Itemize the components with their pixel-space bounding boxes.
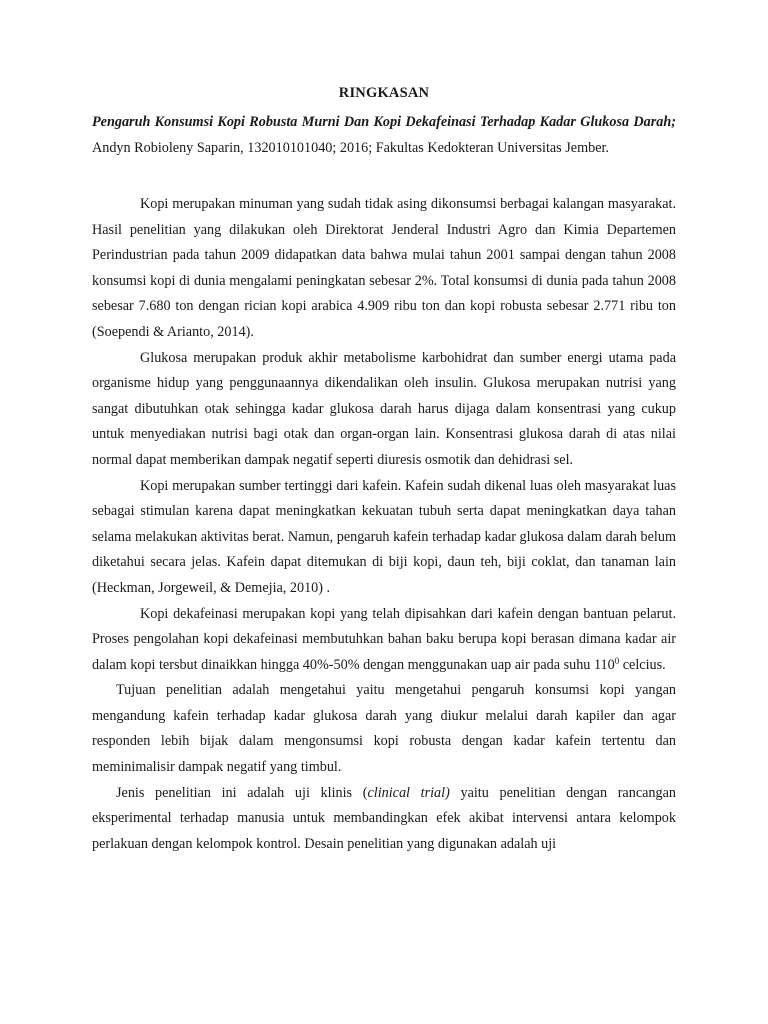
paragraph-4-text: Kopi dekafeinasi merupakan kopi yang telah dipisahkan dari kafein dengan bantuan pelarut. Proses pengolahan kopi dekafeinasi membutuhkan bahan baku berupa kopi berasan dimana kadar air dalam kopi tersbut dinaikkan hingga 40%-50% dengan menggunakan uap air pada suhu 110: [92, 605, 676, 673]
paragraph-3: Kopi merupakan sumber tertinggi dari kafein. Kafein sudah dikenal luas oleh masyarakat luas sebagai stimulan karena dapat meningkatkan kekuatan tubuh serta dapat meningkatkan daya tahan selama melakukan aktivitas berat. Namun, pengaruh kafein terhadap kadar glukosa dalam darah belum diketahui secara jelas. Kafein dapat ditemukan di biji kopi, daun teh, biji coklat, dan tanaman lain (Heckman, Jorgeweil, & Demejia, 2010) .: [92, 477, 676, 596]
degree-superscript: 0: [614, 655, 620, 666]
paragraph-4: [92, 602, 676, 679]
paragraph-1: Kopi merupakan minuman yang sudah tidak asing dikonsumsi berbagai kalangan masyarakat. Hasil penelitian yang dilakukan oleh Direktorat Jenderal Industri Agro dan Kimia Departemen Perindustrian pada tahun 2009 didapatkan data bahwa mulai tahun 2001 sampai dengan tahun 2008 konsumsi kopi di dunia mengalami peningkatan sebesar 2%. Total konsumsi di dunia pada tahun 2008 sebesar 7.680 ton dengan rician kopi arabica 4.909 ribu ton dan kopi robusta sebesar 2.771 ribu ton (Soependi & Arianto, 2014).: [92, 196, 676, 340]
thesis-title: Pengaruh Konsumsi Kopi Robusta Murni Dan Kopi Dekafeinasi Terhadap Kadar Glukosa Darah;: [92, 114, 676, 130]
author-info: Andyn Robioleny Saparin, 132010101040; 2016; Fakultas Kedokteran Universitas Jember.: [92, 139, 609, 156]
summary-body: [92, 192, 676, 857]
paragraph-6-italic: clinical trial): [367, 784, 450, 801]
paragraph-5: Tujuan penelitian adalah mengetahui yaitu mengetahui pengaruh konsumsi kopi yangan mengandung kafein terhadap kadar glukosa darah yang diukur melalui darah kapiler dan agar responden lebih bijak dalam mengonsumsi kopi robusta dengan kadar kafein tertentu dan meminimalisir dampak negatif yang timbul.: [92, 682, 676, 776]
page-heading: RINGKASAN: [338, 85, 430, 101]
paragraph-6: [92, 781, 676, 858]
paragraph-2: Glukosa merupakan produk akhir metabolisme karbohidrat dan sumber energi utama pada organisme hidup yang penggunaannya dikendalikan oleh insulin. Glukosa merupakan nutrisi yang sangat dibutuhkan otak sehingga kadar glukosa darah harus dijaga dalam konsentrasi yang cukup untuk menyediakan nutrisi bagi otak dan organ-organ lain. Konsentrasi glukosa darah di atas nilai normal dapat memberikan dampak negatif seperti diuresis osmotik dan dehidrasi sel.: [92, 349, 676, 468]
paragraph-6-end: yaitu penelitian dengan rancangan eksperimental terhadap manusia untuk membandingkan efek akibat intervensi antara kelompok perlakuan dengan kelompok kontrol. Desain penelitian yang digunakan adalah uji: [92, 784, 676, 852]
title-block: [92, 110, 676, 161]
paragraph-4-end: celcius.: [619, 656, 666, 673]
paragraph-6-start: Jenis penelitian ini adalah uji klinis (: [116, 784, 368, 801]
